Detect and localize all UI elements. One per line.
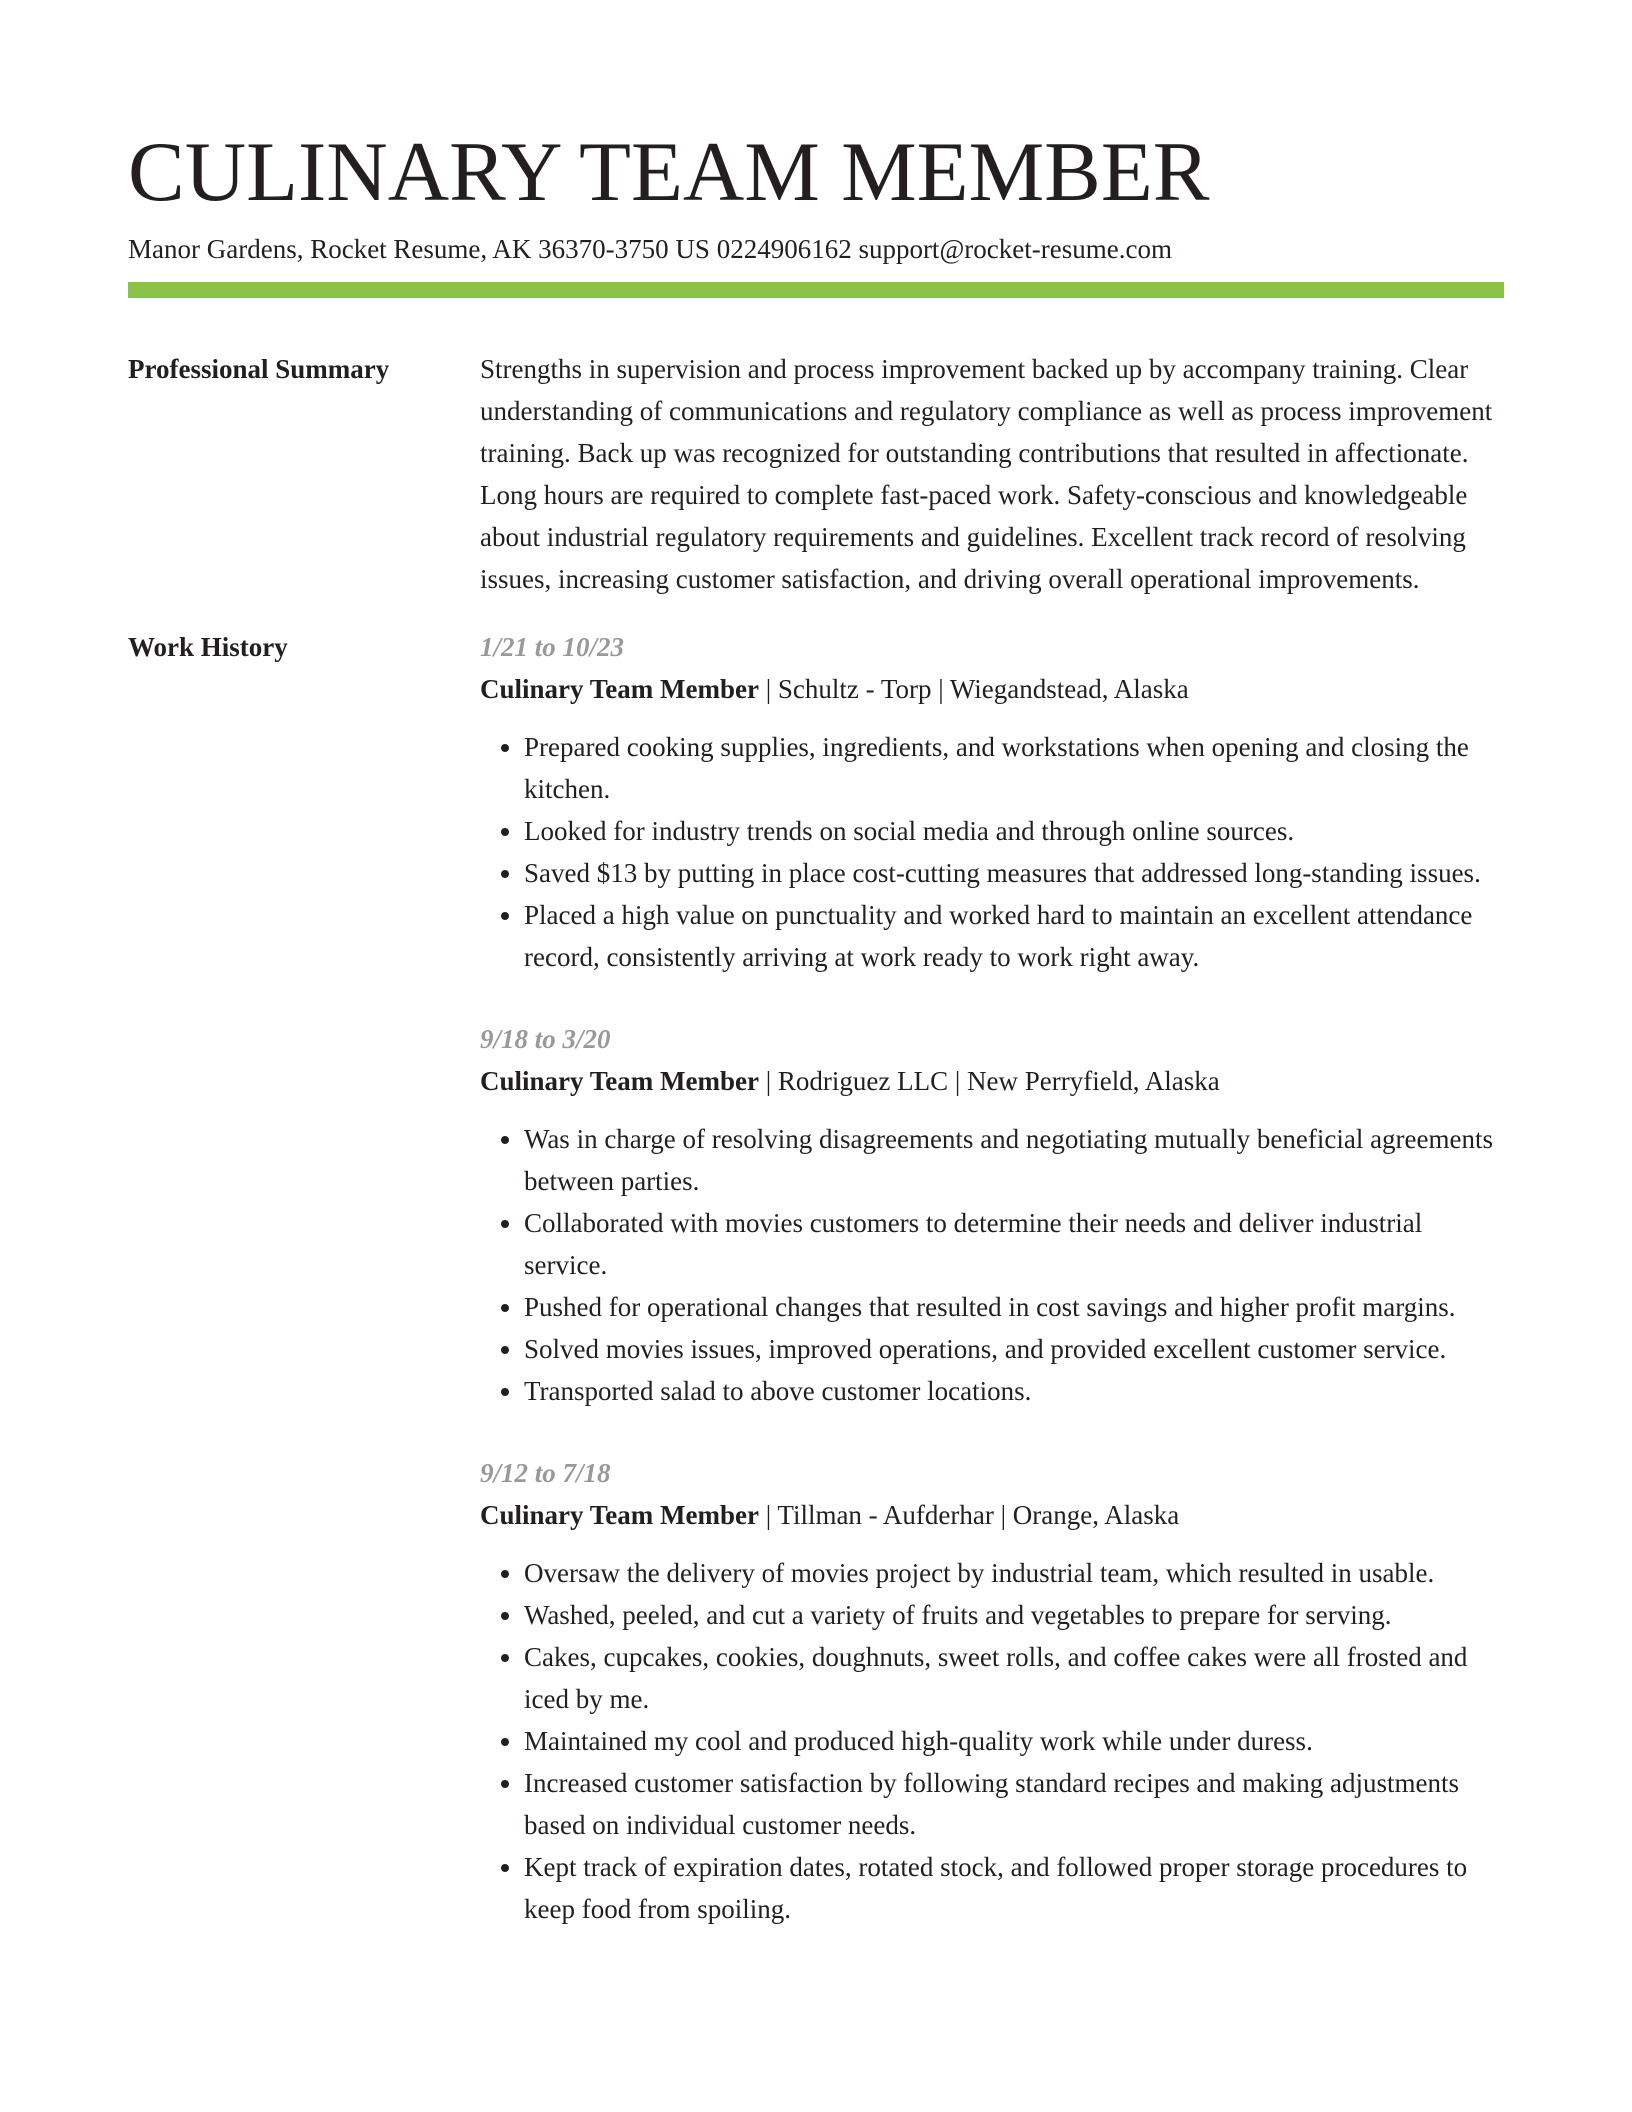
job-bullet: • Maintained my cool and produced high-quality work while under duress. xyxy=(524,1720,1504,1762)
contact-email[interactable]: support@rocket-resume.com xyxy=(858,234,1172,265)
job-details: | Schultz - Torp | Wiegandstead, Alaska xyxy=(758,673,1189,704)
contact-line xyxy=(128,231,1504,267)
job-dates: 1/21 to 10/23 xyxy=(480,631,625,662)
job-heading xyxy=(480,668,1504,710)
job-bullet: • Placed a high value on punctuality and worked hard to maintain an excellent attendance record, consistently arriving at work ready to work right away. xyxy=(524,894,1504,978)
job-bullets xyxy=(480,1118,1504,1412)
job-dates: 9/12 to 7/18 xyxy=(480,1457,611,1488)
candidate-name: CULINARY TEAM MEMBER xyxy=(128,125,1210,219)
job-bullet: • Saved $13 by putting in place cost-cutting measures that addressed long-standing issues. xyxy=(524,852,1504,894)
summary-text: Strengths in supervision and process improvement backed up by accompany training. Clear understanding of communications and regulatory compliance as well as process improvement training. Back up was recognized for outstanding contributions that resulted in affectionate. Long hours are required to complete fast-paced work. Safety-conscious and knowledgeable about industrial regulatory requirements and guidelines. Excellent track record of resolving issues, increasing customer satisfaction, and driving overall operational improvements. xyxy=(480,353,1493,594)
resume-page xyxy=(128,112,1504,1930)
job-bullet: • Solved movies issues, improved operations, and provided excellent customer service. xyxy=(524,1328,1504,1370)
job-bullet: • Collaborated with movies customers to determine their needs and deliver industrial service. xyxy=(524,1202,1504,1286)
job-entry xyxy=(480,626,1504,978)
job-entry xyxy=(480,1018,1504,1412)
job-heading xyxy=(480,1060,1504,1102)
contact-address: Manor Gardens, Rocket Resume, AK 36370-3750 US xyxy=(128,234,710,265)
contact-phone: 0224906162 xyxy=(716,234,852,265)
job-bullets xyxy=(480,726,1504,978)
job-bullet: • Oversaw the delivery of movies project by industrial team, which resulted in usable. xyxy=(524,1552,1504,1594)
job-bullet: • Prepared cooking supplies, ingredients, and workstations when opening and closing the kitchen. xyxy=(524,726,1504,810)
job-bullet: • Looked for industry trends on social media and through online sources. xyxy=(524,810,1504,852)
job-bullet: • Kept track of expiration dates, rotated stock, and followed proper storage procedures to keep food from spoiling. xyxy=(524,1846,1504,1930)
job-details: | Rodriguez LLC | New Perryfield, Alaska xyxy=(758,1065,1220,1096)
section-title-summary: Professional Summary xyxy=(128,353,390,384)
job-title: Culinary Team Member xyxy=(480,673,759,704)
job-entry xyxy=(480,1452,1504,1930)
section-body-summary xyxy=(480,348,1504,600)
section-professional-summary xyxy=(128,348,1504,600)
job-title: Culinary Team Member xyxy=(480,1065,759,1096)
job-bullet: • Was in charge of resolving disagreements and negotiating mutually beneficial agreements between parties. xyxy=(524,1118,1504,1202)
job-bullet: • Cakes, cupcakes, cookies, doughnuts, sweet rolls, and coffee cakes were all frosted and iced by me. xyxy=(524,1636,1504,1720)
job-bullet: • Pushed for operational changes that resulted in cost savings and higher profit margins. xyxy=(524,1286,1504,1328)
header-divider xyxy=(128,282,1504,298)
job-dates: 9/18 to 3/20 xyxy=(480,1023,611,1054)
job-title: Culinary Team Member xyxy=(480,1499,759,1530)
job-bullets xyxy=(480,1552,1504,1930)
job-bullet: • Increased customer satisfaction by following standard recipes and making adjustments based on individual customer needs. xyxy=(524,1762,1504,1846)
section-work-history xyxy=(128,626,1504,1930)
job-bullet: • Transported salad to above customer locations. xyxy=(524,1370,1504,1412)
job-heading xyxy=(480,1494,1504,1536)
job-bullet: • Washed, peeled, and cut a variety of fruits and vegetables to prepare for serving. xyxy=(524,1594,1504,1636)
job-details: | Tillman - Aufderhar | Orange, Alaska xyxy=(758,1499,1180,1530)
work-history-list xyxy=(480,626,1504,1930)
section-title-work-history: Work History xyxy=(128,631,288,662)
